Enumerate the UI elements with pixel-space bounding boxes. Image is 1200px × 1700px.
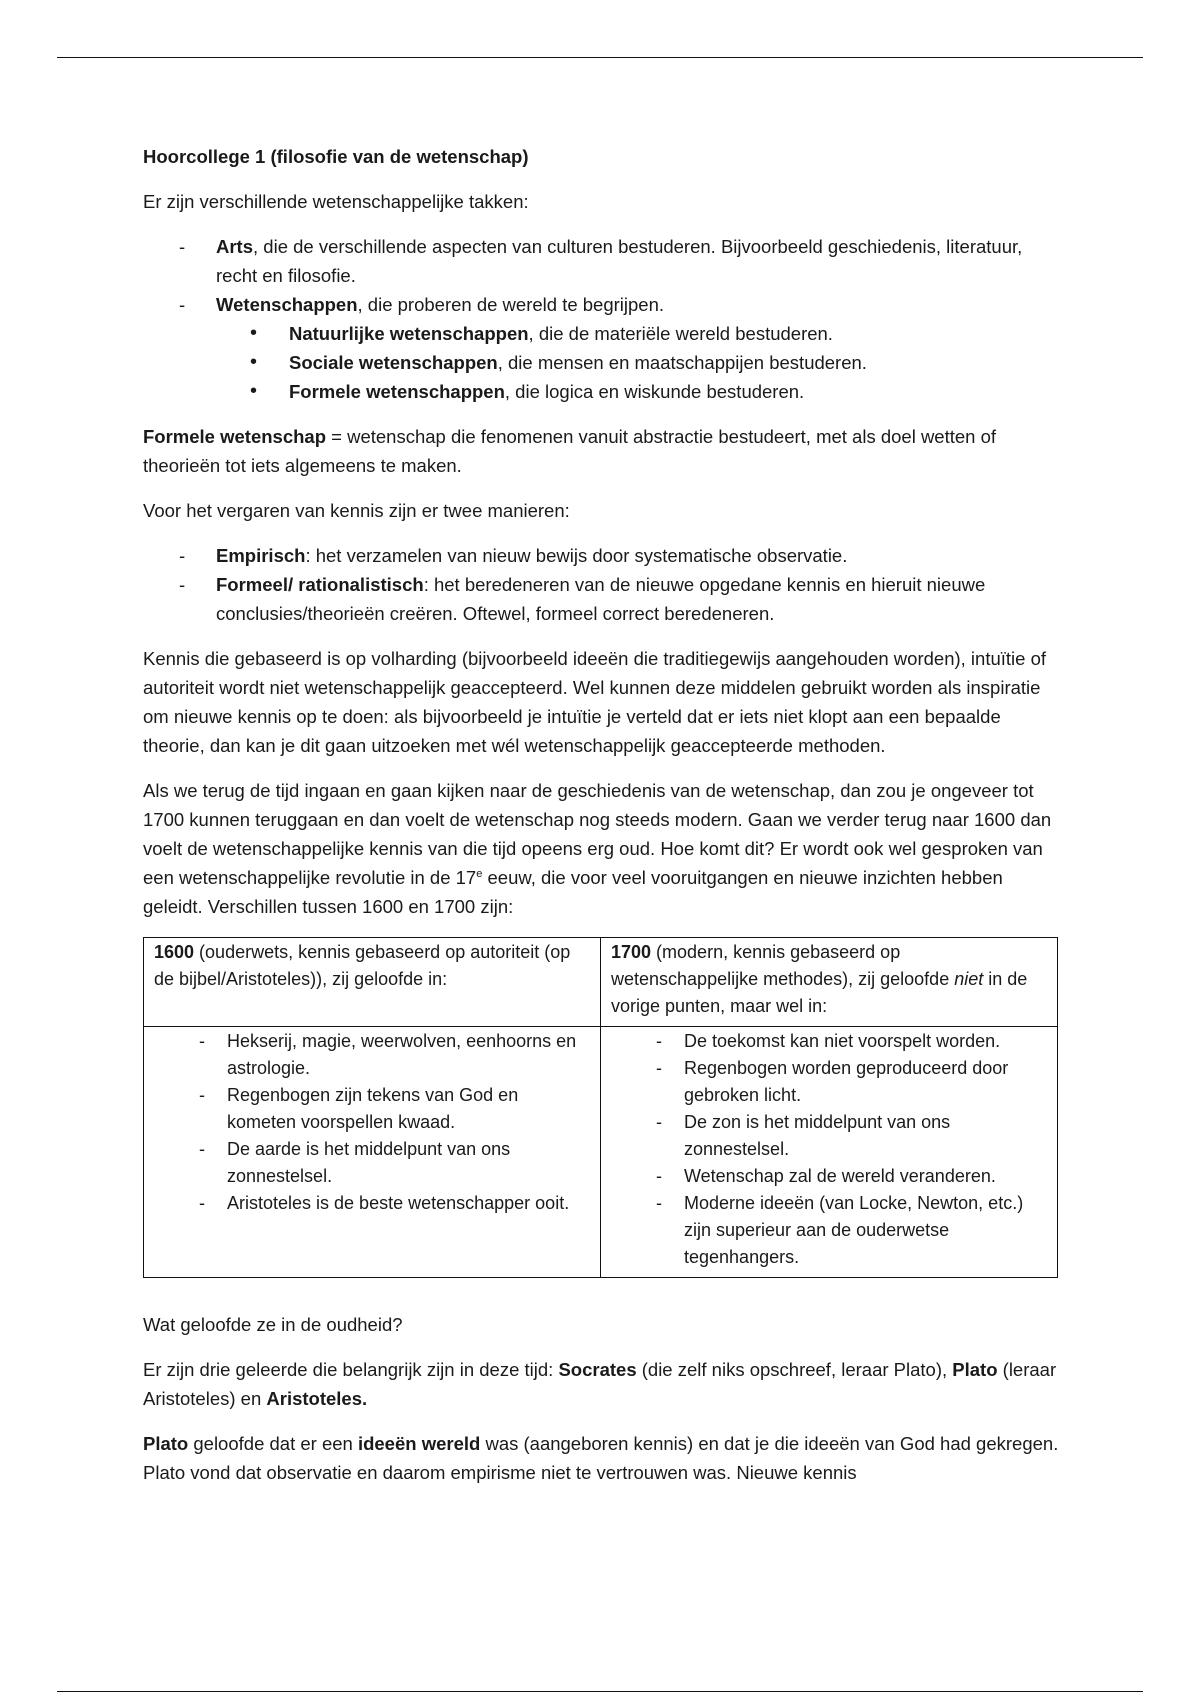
antiquity-question: Wat geloofde ze in de oudheid? [143, 1314, 403, 1335]
formal-definition: Formele wetenschap = wetenschap die fenomenen vanuit abstractie bestudeert, met als doel wetten of theorieën tot iets algemeens te maken. [143, 426, 997, 476]
list-item: - Formeel/ rationalistisch: het beredeneren van de nieuwe opgedane kennis en hieruit nieuwe conclusies/theorieën creëren. Oftewel, formeel correct beredeneren. [143, 570, 1063, 628]
page-title: Hoorcollege 1 (filosofie van de wetenschap) [143, 146, 529, 167]
methods-list [143, 541, 1063, 628]
sciences-sublist [216, 319, 1063, 406]
list-item: - Regenbogen worden geproduceerd door gebroken licht. [611, 1055, 1047, 1109]
table-header-1600: 1600 (ouderwets, kennis gebaseerd op autoriteit (op de bijbel/Aristoteles)), zij geloofde in: [144, 938, 601, 1027]
branches-intro: Er zijn verschillende wetenschappelijke takken: [143, 191, 529, 212]
plato-paragraph: Plato geloofde dat er een ideeën wereld was (aangeboren kennis) en dat je die ideeën van God had gekregen. Plato vond dat observatie en daarom empirisme niet te vertrouwen was. Nieuwe kennis [143, 1433, 1059, 1483]
term: Natuurlijke wetenschappen [289, 323, 529, 344]
list-item: - Hekserij, magie, weerwolven, eenhoorns en astrologie. [154, 1028, 590, 1082]
list-item: - Wetenschappen, die proberen de wereld te begrijpen. • Natuurlijke wetenschappen, die de materiële wereld bestuderen. • Sociale wetenschappen, die mensen en maatschappijen bestuderen. • Formele wetenschappen, die logica en wiskunde bestuderen. [143, 290, 1063, 406]
list-item: • Formele wetenschappen, die logica en wiskunde bestuderen. [216, 377, 1063, 406]
table-cell-1700-beliefs [601, 1027, 1058, 1278]
header-rule [57, 57, 1143, 58]
list-item: - Aristoteles is de beste wetenschapper ooit. [154, 1190, 590, 1217]
term: Formele wetenschappen [289, 381, 505, 402]
table-row [144, 1027, 1058, 1278]
list-item: - De toekomst kan niet voorspelt worden. [611, 1028, 1047, 1055]
list-item: • Natuurlijke wetenschappen, die de materiële wereld bestuderen. [216, 319, 1063, 348]
list-item: - Regenbogen zijn tekens van God en kometen voorspellen kwaad. [154, 1082, 590, 1136]
table-cell-1600-beliefs [144, 1027, 601, 1278]
list-item: - Arts, die de verschillende aspecten van culturen bestuderen. Bijvoorbeeld geschiedenis, literatuur, recht en filosofie. [143, 232, 1063, 290]
list-item: - De zon is het middelpunt van ons zonnestelsel. [611, 1109, 1047, 1163]
term: Sociale wetenschappen [289, 352, 498, 373]
list-item: - De aarde is het middelpunt van ons zonnestelsel. [154, 1136, 590, 1190]
footer-rule [57, 1691, 1143, 1692]
knowledge-paragraph: Kennis die gebaseerd is op volharding (bijvoorbeeld ideeën die traditiegewijs aangehouden worden), intuïtie of autoriteit wordt niet wetenschappelijk geaccepteerd. Wel kunnen deze middelen gebruikt worden als inspiratie om nieuwe kennis op te doen: als bijvoorbeeld je intuïtie je verteld dat er iets niet klopt aan een bepaalde theorie, dan kan je dit gaan uitzoeken met wél wetenschappelijk geaccepteerde methoden. [143, 648, 1046, 756]
branches-list [143, 232, 1063, 406]
list-item: • Sociale wetenschappen, die mensen en maatschappijen bestuderen. [216, 348, 1063, 377]
table-row [144, 938, 1058, 1027]
table-header-1700: 1700 (modern, kennis gebaseerd op wetenschappelijke methodes), zij geloofde niet in de vorige punten, maar wel in: [601, 938, 1058, 1027]
term: Wetenschappen [216, 294, 358, 315]
document-body [143, 142, 1063, 1503]
knowledge-intro: Voor het vergaren van kennis zijn er twee manieren: [143, 500, 570, 521]
comparison-table [143, 937, 1058, 1278]
list-item: - Empirisch: het verzamelen van nieuw bewijs door systematische observatie. [143, 541, 1063, 570]
scholars-paragraph: Er zijn drie geleerde die belangrijk zijn in deze tijd: Socrates (die zelf niks opschreef, leraar Plato), Plato (leraar Aristoteles) en Aristoteles. [143, 1359, 1057, 1409]
list-item: - Wetenschap zal de wereld veranderen. [611, 1163, 1047, 1190]
list-item: - Moderne ideeën (van Locke, Newton, etc.) zijn superieur aan de ouderwetse tegenhangers. [611, 1190, 1047, 1271]
term: Arts [216, 236, 254, 257]
history-paragraph: Als we terug de tijd ingaan en gaan kijken naar de geschiedenis van de wetenschap, dan zou je ongeveer tot 1700 kunnen teruggaan en dan voelt de wetenschap nog steeds modern. Gaan we verder terug naar 1600 dan voelt de wetenschappelijke kennis van die tijd opeens erg oud. Hoe komt dit? Er wordt ook wel gesproken van een wetenschappelijke revolutie in de 17e eeuw, die voor veel vooruitgangen en nieuwe inzichten hebben geleidt. Verschillen tussen 1600 en 1700 zijn: [143, 780, 1052, 917]
